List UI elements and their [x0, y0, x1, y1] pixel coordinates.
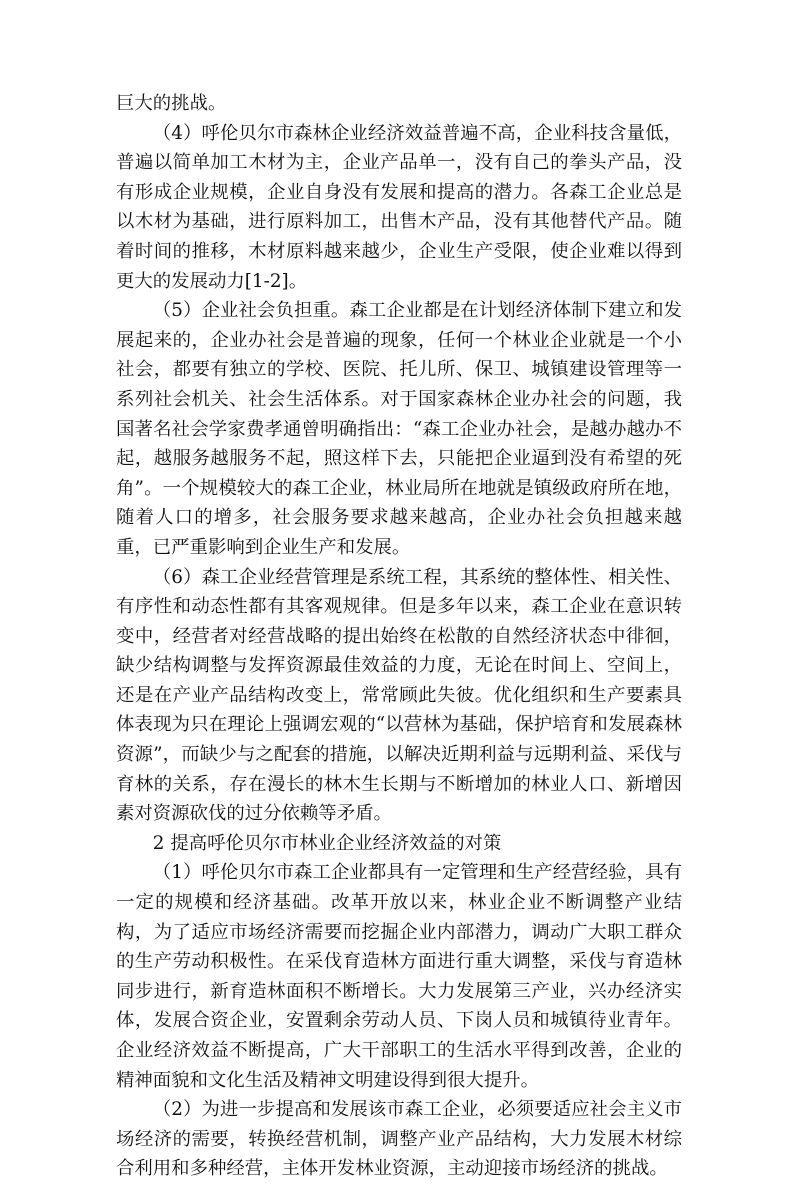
paragraph-section-item-2: （2）为进一步提高和发展该市森工企业，必须要适应社会主义市场经济的需要，转换经营机制，调整产业产品结构，大力发展木材综合利用和多种经营，主体开发林业资源，主动迎接市场经济的挑战。 — [116, 1099, 682, 1180]
document-page — [116, 89, 682, 1184]
paragraph-section-item-1: （1）呼伦贝尔市森工企业都具有一定管理和生产经营经验，具有一定的规模和经济基础。改革开放以来，林业企业不断调整产业结构，为了适应市场经济需要而挖掘企业内部潜力，调动广大职工群众的生产劳动积极性。在采伐育造林方面进行重大调整，采伐与育造林同步进行，新育造林面积不断增长。大力发展第三产业，兴办经济实体，发展合资企业，安置剩余劳动人员、下岗人员和城镇待业青年。企业经济效益不断提高，广大干部职工的生活水平得到改善，企业的精神面貌和文化生活及精神文明建设得到很大提升。 — [116, 862, 682, 1091]
paragraph-item-4: （4）呼伦贝尔市森林企业经济效益普遍不高，企业科技含量低，普遍以简单加工木材为主，企业产品单一，没有自己的拳头产品，没有形成企业规模，企业自身没有发展和提高的潜力。各森工企业总是以木材为基础，进行原料加工，出售木产品，没有其他替代产品。随着时间的推移，木材原料越来越少，企业生产受限，使企业难以得到更大的发展动力[1-2]。 — [116, 122, 682, 292]
paragraph-continuation: 巨大的挑战。 — [116, 93, 227, 114]
section-heading: 2 提高呼伦贝尔市林业企业经济效益的对策 — [152, 832, 502, 854]
paragraph-item-5: （5）企业社会负担重。森工企业都是在计划经济体制下建立和发展起来的，企业办社会是普遍的现象，任何一个林业企业就是一个小社会，都要有独立的学校、医院、托儿所、保卫、城镇建设管理等一系列社会机关、社会生活体系。对于国家森林企业办社会的问题，我国著名社会学家费孝通曾明确指出：“森工企业办社会，是越办越办不起，越服务越服务不起，照这样下去，只能把企业逼到没有希望的死角”。一个规模较大的森工企业，林业局所在地就是镇级政府所在地，随着人口的增多，社会服务要求越来越高，企业办社会负担越来越重，已严重影响到企业生产和发展。 — [116, 300, 682, 558]
paragraph-item-6: （6）森工企业经营管理是系统工程，其系统的整体性、相关性、有序性和动态性都有其客观规律。但是多年以来，森工企业在意识转变中，经营者对经营战略的提出始终在松散的自然经济状态中徘徊，缺少结构调整与发挥资源最佳效益的力度，无论在时间上、空间上，还是在产业产品结构改变上，常常顾此失彼。优化组织和生产要素具体表现为只在理论上强调宏观的“以营林为基础，保护培育和发展森林资源”，而缺少与之配套的措施，以解决近期利益与远期利益、采伐与育林的关系，存在漫长的林木生长期与不断增加的林业人口、新增因素对资源砍伐的过分依赖等矛盾。 — [116, 566, 682, 825]
